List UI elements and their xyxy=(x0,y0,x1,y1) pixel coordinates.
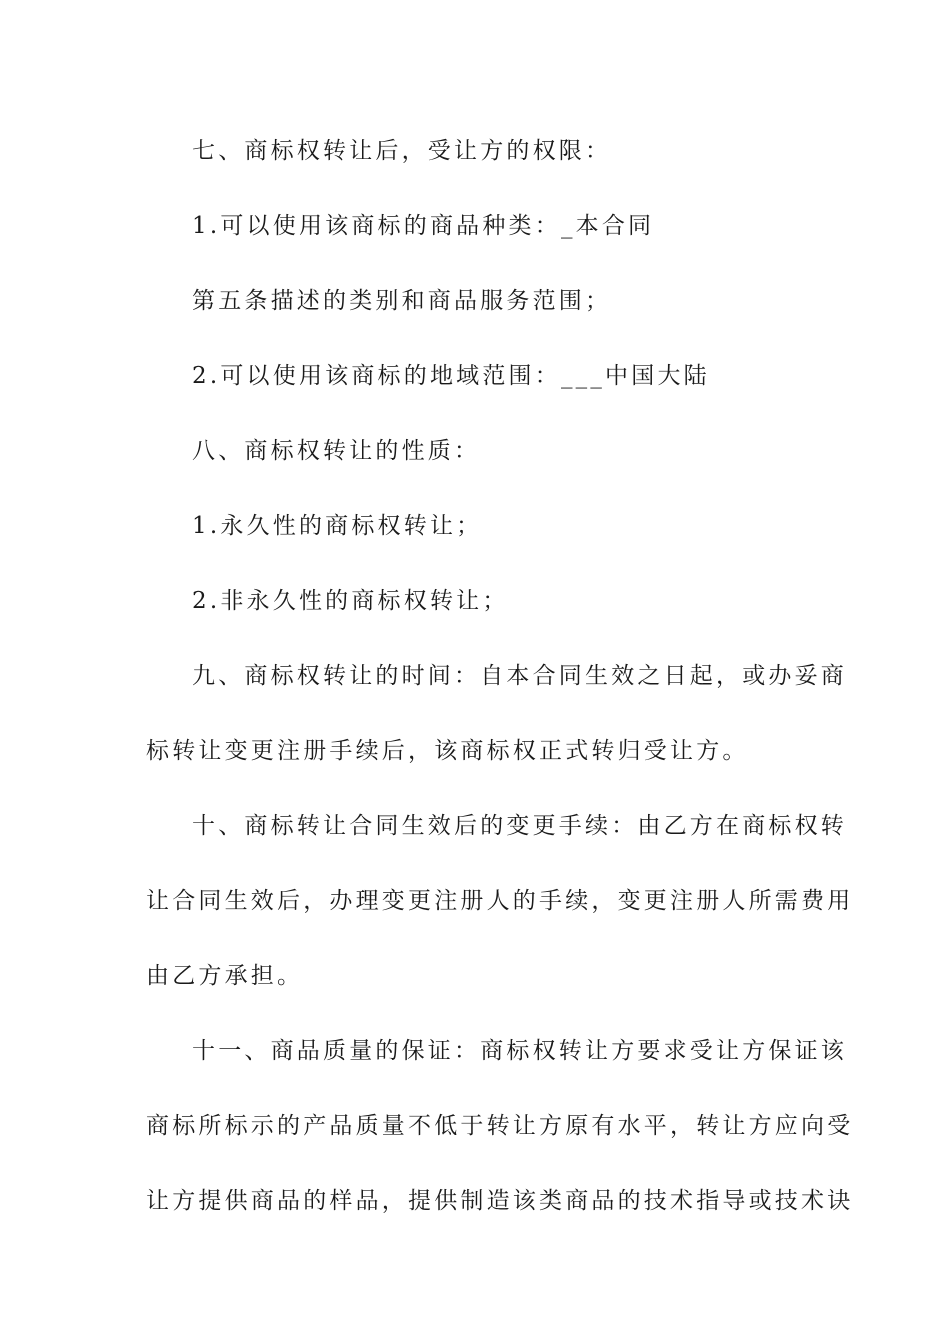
paragraph-line: 由乙方承担。 xyxy=(146,963,304,989)
paragraph-line: 1.永久性的商标权转让； xyxy=(192,513,483,539)
section-11-paragraph: 十一、商品质量的保证：商标权转让方要求受让方保证该 xyxy=(192,1038,847,1064)
paragraph-line: 第五条描述的类别和商品服务范围； xyxy=(192,288,612,314)
section-8-heading: 八、商标权转让的性质： xyxy=(192,438,481,464)
paragraph-line: 让合同生效后，办理变更注册人的手续，变更注册人所需费用 xyxy=(146,888,854,914)
section-7-heading: 七、商标权转让后，受让方的权限： xyxy=(192,138,612,164)
section-10-paragraph: 十、商标转让合同生效后的变更手续：由乙方在商标权转 xyxy=(192,813,847,839)
paragraph-line: 2.非永久性的商标权转让； xyxy=(192,588,509,614)
paragraph-line: 商标所标示的产品质量不低于转让方原有水平，转让方应向受 xyxy=(146,1113,854,1139)
paragraph-line: 让方提供商品的样品，提供制造该类商品的技术指导或技术诀 xyxy=(146,1188,854,1214)
paragraph-line: 2.可以使用该商标的地域范围：___中国大陆 xyxy=(192,363,710,389)
paragraph-line: 标转让变更注册手续后，该商标权正式转归受让方。 xyxy=(146,738,749,764)
paragraph-line: 1.可以使用该商标的商品种类：_本合同 xyxy=(192,213,655,239)
section-9-paragraph: 九、商标权转让的时间：自本合同生效之日起，或办妥商 xyxy=(192,663,847,689)
